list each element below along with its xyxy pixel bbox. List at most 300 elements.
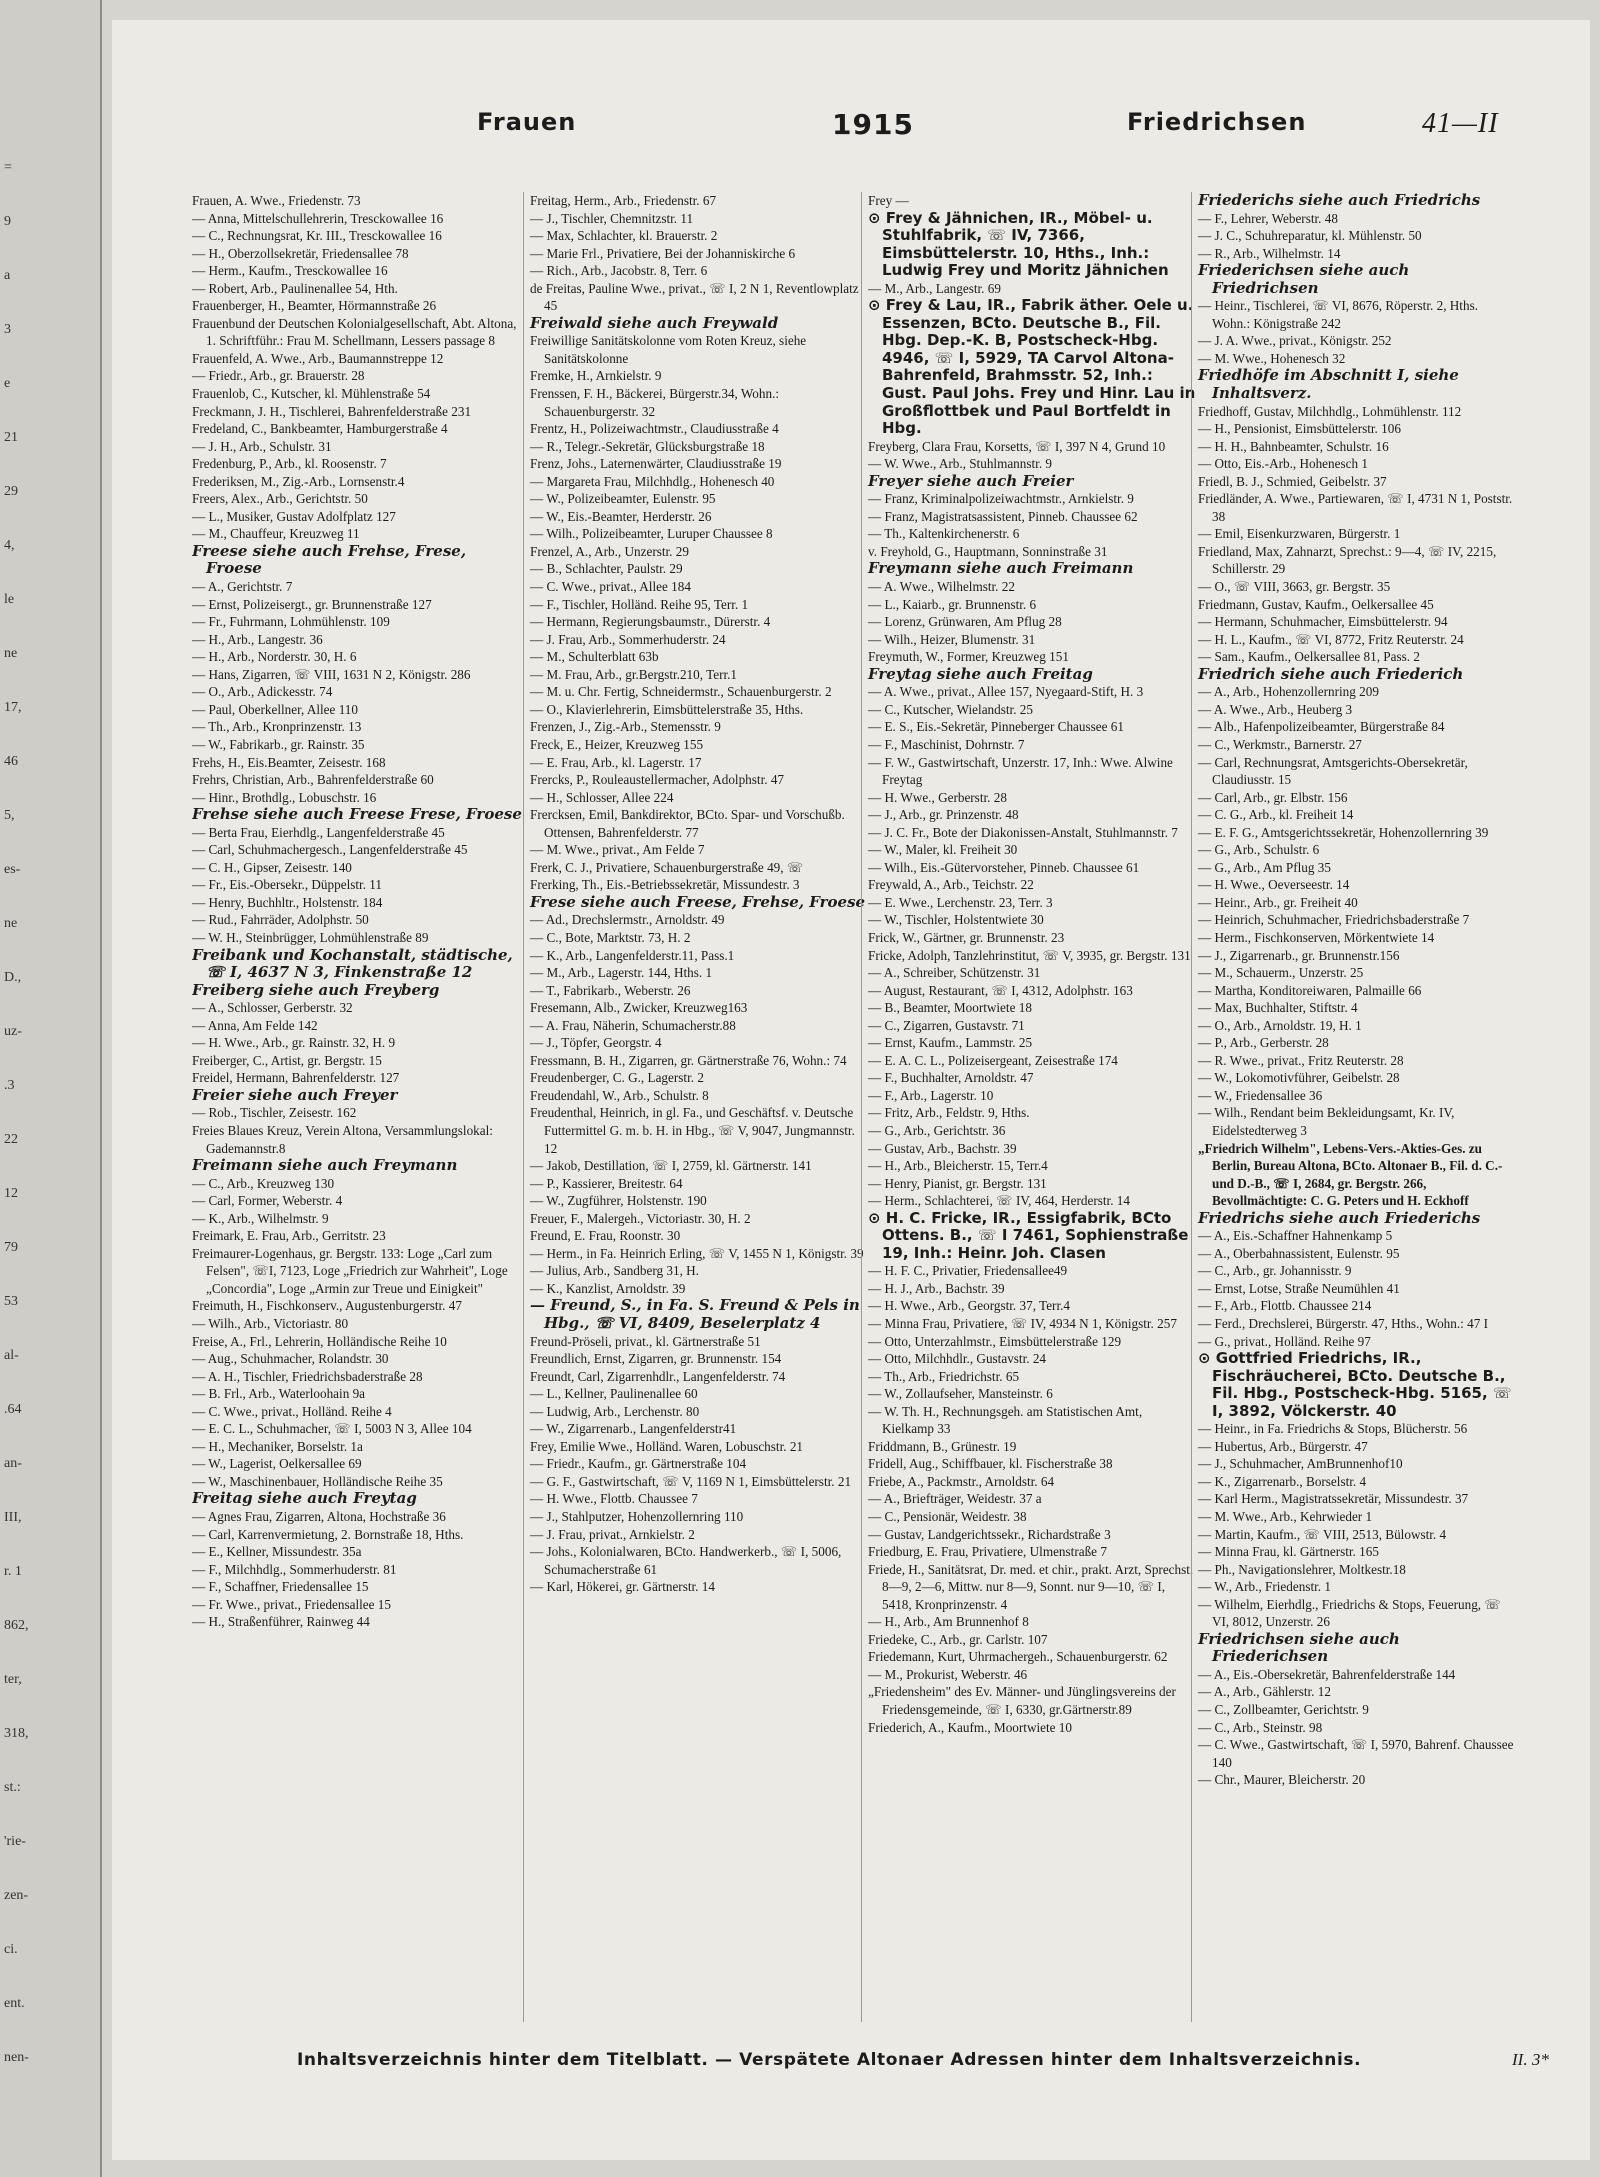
directory-entry: Freudendahl, W., Arb., Schulstr. 8 bbox=[530, 1087, 709, 1103]
directory-entry: — C., Zollbeamter, Gerichtstr. 9 bbox=[1198, 1702, 1369, 1718]
directory-entry: Fressmann, B. H., Zigarren, gr. Gärtnerstraße 76, Wohn.: 74 bbox=[530, 1052, 847, 1068]
directory-entry: — Freund, S., in Fa. S. Freund & Pels in Hbg., ☏ VI, 8409, Beselerplatz 4 bbox=[530, 1296, 860, 1332]
directory-entry: — Hermann, Schuhmacher, Eimsbüttelerstr. 94 bbox=[1198, 614, 1448, 630]
directory-entry: Friedhöfe im Abschnitt I, siehe Inhaltsverz. bbox=[1198, 366, 1459, 403]
directory-entry: — Rud., Fahrräder, Adolphstr. 50 bbox=[192, 912, 369, 928]
directory-entry: — W., Maler, kl. Freiheit 30 bbox=[868, 842, 1018, 858]
directory-entry: — Rich., Arb., Jacobstr. 8, Terr. 6 bbox=[530, 263, 708, 279]
directory-entry: — A., Eis.-Schaffner Hahnenkamp 5 bbox=[1198, 1228, 1393, 1244]
directory-entry: — H., Oberzollsekretär, Friedensallee 78 bbox=[192, 245, 409, 261]
directory-entry: — W., Zollaufseher, Mansteinstr. 6 bbox=[868, 1386, 1053, 1402]
directory-entry: — A. Wwe., Wilhelmstr. 22 bbox=[868, 579, 1015, 595]
directory-entry: — Lorenz, Grünwaren, Am Pflug 28 bbox=[868, 614, 1062, 630]
directory-entry: — Anna, Am Felde 142 bbox=[192, 1017, 318, 1033]
directory-entry: — M., Chauffeur, Kreuzweg 11 bbox=[192, 526, 360, 542]
previous-page-fragment: 46 bbox=[4, 754, 18, 769]
previous-page-fragment: = bbox=[4, 160, 12, 175]
directory-entry: Frauenberger, H., Beamter, Hörmannstraße 26 bbox=[192, 298, 437, 314]
previous-page-fragment: 318, bbox=[4, 1726, 29, 1741]
directory-entry: — H. Wwe., Oeverseestr. 14 bbox=[1198, 877, 1350, 893]
directory-entry: — A., Oberbahnassistent, Eulenstr. 95 bbox=[1198, 1245, 1400, 1261]
directory-entry: Freidel, Hermann, Bahrenfelderstr. 127 bbox=[192, 1070, 400, 1086]
previous-page-fragment: ent. bbox=[4, 1996, 25, 2011]
directory-entry: — O., Klavierlehrerin, Eimsbüttelerstraße 35, Hths. bbox=[530, 701, 804, 717]
directory-entry: — Anna, Mittelschullehrerin, Tresckowallee 16 bbox=[192, 210, 444, 226]
directory-entry: — E., Kellner, Missundestr. 35a bbox=[192, 1544, 362, 1560]
previous-page-edge bbox=[0, 0, 102, 2177]
directory-entry: — C., Rechnungsrat, Kr. III., Tresckowallee 16 bbox=[192, 228, 442, 244]
previous-page-fragment: III, bbox=[4, 1510, 22, 1525]
directory-entry: — A. Frau, Näherin, Schumacherstr.88 bbox=[530, 1017, 736, 1033]
header-right-keyword: Friedrichsen bbox=[1127, 108, 1307, 136]
directory-entry: — W., Zigarrenarb., Langenfelderstr41 bbox=[530, 1421, 737, 1437]
directory-entry: — O., Arb., Adickesstr. 74 bbox=[192, 684, 333, 700]
directory-entry: — Heinr., in Fa. Friedrichs & Stops, Blücherstr. 56 bbox=[1198, 1421, 1468, 1437]
directory-entry: — Emil, Eisenkurzwaren, Bürgerstr. 1 bbox=[1198, 526, 1401, 542]
directory-entry: — Paul, Oberkellner, Allee 110 bbox=[192, 701, 358, 717]
directory-entry: Frauen, A. Wwe., Friedenstr. 73 bbox=[192, 193, 361, 208]
directory-entry: — R. Wwe., privat., Fritz Reuterstr. 28 bbox=[1198, 1052, 1404, 1068]
directory-entry: — August, Restaurant, ☏ I, 4312, Adolphstr. 163 bbox=[868, 982, 1133, 998]
directory-entry: Freier siehe auch Freyer bbox=[192, 1085, 398, 1104]
directory-entry: — W., Fabrikarb., gr. Rainstr. 35 bbox=[192, 736, 365, 752]
previous-page-fragment: e bbox=[4, 376, 11, 391]
directory-entry: de Freitas, Pauline Wwe., privat., ☏ I, 2 N 1, Reventlowplatz 45 bbox=[530, 280, 859, 314]
directory-entry: — A., Arb., Gählerstr. 12 bbox=[1198, 1684, 1331, 1700]
previous-page-fragment: 79 bbox=[4, 1240, 18, 1255]
directory-entry: Freywald, A., Arb., Teichstr. 22 bbox=[868, 877, 1034, 893]
directory-entry: — B., Schlachter, Paulstr. 29 bbox=[530, 561, 683, 577]
previous-page-fragment: 21 bbox=[4, 430, 18, 445]
directory-entry: Frehrs, Christian, Arb., Bahrenfelderstraße 60 bbox=[192, 772, 434, 788]
directory-entry: — G., Arb., Gerichtstr. 36 bbox=[868, 1122, 1006, 1138]
directory-entry: Frauenbund der Deutschen Kolonialgesellschaft, Abt. Altona, 1. Schriftführ.: Frau M. Schellmann, Lessers passage 8 bbox=[192, 315, 517, 349]
directory-entry: — J. C. Fr., Bote der Diakonissen-Anstalt, Stuhlmannstr. 7 bbox=[868, 824, 1178, 840]
directory-entry: — H., Schlosser, Allee 224 bbox=[530, 789, 674, 805]
directory-entry: — H. F. C., Privatier, Friedensallee49 bbox=[868, 1263, 1068, 1279]
directory-entry: Freimaurer-Logenhaus, gr. Bergstr. 133: Loge „Carl zum Felsen", ☏I, 7123, Loge „Friedrich zur Wahrheit", Loge „Concordia", Loge „Armin zur Treue und Einigkeit" bbox=[192, 1245, 508, 1296]
directory-entry: Friedrichs siehe auch Friederichs bbox=[1198, 1208, 1481, 1227]
directory-entry: — Th., Arb., Kronprinzenstr. 13 bbox=[192, 719, 362, 735]
directory-entry: Friebe, A., Packmstr., Arnoldstr. 64 bbox=[868, 1473, 1055, 1489]
directory-entry: — C. Wwe., privat., Holländ. Reihe 4 bbox=[192, 1403, 392, 1419]
directory-entry: — Henry, Buchhltr., Holstenstr. 184 bbox=[192, 894, 383, 910]
directory-entry: — Ernst, Polizeisergt., gr. Brunnenstraße 127 bbox=[192, 596, 432, 612]
directory-entry: — C., Arb., Steinstr. 98 bbox=[1198, 1719, 1323, 1735]
directory-entry: — Sam., Kaufm., Oelkersallee 81, Pass. 2 bbox=[1198, 649, 1420, 665]
directory-entry: — Fr., Eis.-Obersekr., Düppelstr. 11 bbox=[192, 877, 382, 893]
directory-entry: — C., Werkmstr., Barnerstr. 27 bbox=[1198, 736, 1362, 752]
directory-entry: — A., Arb., Hohenzollernring 209 bbox=[1198, 684, 1379, 700]
directory-entry: — J. A. Wwe., privat., Königstr. 252 bbox=[1198, 333, 1392, 349]
directory-entry: — J. Frau, privat., Arnkielstr. 2 bbox=[530, 1526, 695, 1542]
directory-entry: — C., Arb., gr. Johannisstr. 9 bbox=[1198, 1263, 1352, 1279]
directory-entry: — Martha, Konditoreiwaren, Palmaille 66 bbox=[1198, 982, 1422, 998]
directory-entry: — J. C., Schuhreparatur, kl. Mühlenstr. 50 bbox=[1198, 228, 1422, 244]
directory-entry: — W., Friedensallee 36 bbox=[1198, 1087, 1323, 1103]
directory-entry: ⊙ Frey & Lau, IR., Fabrik äther. Oele u. Essenzen, BCto. Deutsche B., Fil. Hbg. Dep.-K. B, Postscheck-Hbg. 4946, ☏ I, 5929, TA Carvol Altona-Bahrenfeld, Brahmsstr. 52, Inh.: Gust. Paul Johs. Frey und Hinr. Lau in Großflottbek und Paul Bortfeldt in Hbg. bbox=[868, 296, 1196, 438]
directory-entry: Freytag siehe auch Freitag bbox=[868, 664, 1093, 683]
directory-entry: — G., privat., Holländ. Reihe 97 bbox=[1198, 1333, 1371, 1349]
directory-entry: — L., Kellner, Paulinenallee 60 bbox=[530, 1386, 698, 1402]
directory-entry: Freers, Alex., Arb., Gerichtstr. 50 bbox=[192, 491, 368, 507]
directory-entry: — W. H., Steinbrügger, Lohmühlenstraße 89 bbox=[192, 929, 429, 945]
directory-entry: — E. S., Eis.-Sekretär, Pinneberger Chaussee 61 bbox=[868, 719, 1124, 735]
directory-entry: Frenzel, A., Arb., Unzerstr. 29 bbox=[530, 543, 689, 559]
directory-entry: — A., Schreiber, Schützenstr. 31 bbox=[868, 965, 1041, 981]
directory-entry: — Robert, Arb., Paulinenallee 54, Hth. bbox=[192, 280, 398, 296]
directory-entry: Frenzen, J., Zig.-Arb., Stemensstr. 9 bbox=[530, 719, 721, 735]
directory-entry: Frentz, H., Polizeiwachtmstr., Claudiusstraße 4 bbox=[530, 421, 779, 437]
previous-page-fragment: 53 bbox=[4, 1294, 18, 1309]
directory-entry: — Ph., Navigationslehrer, Moltkestr.18 bbox=[1198, 1561, 1406, 1577]
directory-entry: — Chr., Maurer, Bleicherstr. 20 bbox=[1198, 1772, 1366, 1788]
directory-entry: — C. Wwe., privat., Allee 184 bbox=[530, 579, 691, 595]
directory-entry: Friedburg, E. Frau, Privatiere, Ulmenstraße 7 bbox=[868, 1544, 1107, 1560]
directory-entry: — Wilhelm, Eierhdlg., Friedrichs & Stops, Feuerung, ☏ VI, 8012, Unzerstr. 26 bbox=[1198, 1596, 1501, 1630]
column-4 bbox=[1191, 192, 1518, 2022]
directory-entry: — P., Arb., Gerberstr. 28 bbox=[1198, 1035, 1329, 1051]
directory-entry: Freimann siehe auch Freymann bbox=[192, 1156, 458, 1175]
directory-entry: Frenz, Johs., Laternenwärter, Claudiusstraße 19 bbox=[530, 456, 782, 472]
previous-page-fragment: r. 1 bbox=[4, 1564, 22, 1579]
directory-entry: — L., Musiker, Gustav Adolfplatz 127 bbox=[192, 508, 396, 524]
directory-entry: Frauenlob, C., Kutscher, kl. Mühlenstraße 54 bbox=[192, 386, 431, 402]
directory-entry: — F., Schaffner, Friedensallee 15 bbox=[192, 1579, 369, 1595]
directory-entry: Freibank und Kochanstalt, städtische, ☏ I, 4637 N 3, Finkenstraße 12 bbox=[192, 945, 513, 982]
directory-entry: — M. Frau, Arb., gr.Bergstr.210, Terr.1 bbox=[530, 666, 738, 682]
previous-page-fragment: zen- bbox=[4, 1888, 29, 1903]
previous-page-fragment: 862, bbox=[4, 1618, 29, 1633]
directory-entry: Fremke, H., Arnkielstr. 9 bbox=[530, 368, 662, 384]
directory-entry: Frerk, C. J., Privatiere, Schauenburgerstraße 49, ☏ bbox=[530, 859, 804, 875]
directory-entry: „Friedrich Wilhelm", Lebens-Vers.-Akties-Ges. zu Berlin, Bureau Altona, BCto. Altonaer B., Fil. d. C.- und D.-B., ☏ I, 2684, gr. Bergstr. 266, Bevollmächtigte: C. G. Peters und H. Eckhoff bbox=[1198, 1140, 1503, 1209]
directory-entry: — J. Frau, Arb., Sommerhuderstr. 24 bbox=[530, 631, 726, 647]
directory-entry: — Hubertus, Arb., Bürgerstr. 47 bbox=[1198, 1438, 1368, 1454]
directory-entry: — P., Kassierer, Breitestr. 64 bbox=[530, 1175, 683, 1191]
directory-entry: — Wilh., Heizer, Blumenstr. 31 bbox=[868, 631, 1036, 647]
directory-entry: Freyberg, Clara Frau, Korsetts, ☏ I, 397 N 4, Grund 10 bbox=[868, 438, 1166, 454]
page-header bbox=[112, 108, 1590, 148]
directory-entry: — Herm., Fischkonserven, Mörkentwiete 14 bbox=[1198, 929, 1435, 945]
directory-entry: — J., Stahlputzer, Hohenzollernring 110 bbox=[530, 1509, 744, 1525]
directory-entry: — Wilh., Arb., Victoriastr. 80 bbox=[192, 1316, 349, 1331]
previous-page-fragment: D., bbox=[4, 970, 22, 985]
directory-entry: — W., Polizeibeamter, Eulenstr. 95 bbox=[530, 491, 716, 507]
directory-entry: — O., ☏ VIII, 3663, gr. Bergstr. 35 bbox=[1198, 579, 1391, 595]
directory-entry: Fresemann, Alb., Zwicker, Kreuzweg163 bbox=[530, 1000, 748, 1016]
directory-entry: — W., Tischler, Holstentwiete 30 bbox=[868, 912, 1044, 928]
directory-entry: Fredeland, C., Bankbeamter, Hamburgerstraße 4 bbox=[192, 421, 448, 437]
header-page-number: 41—II bbox=[1422, 108, 1499, 139]
directory-entry: — F., Milchhdlg., Sommerhuderstr. 81 bbox=[192, 1561, 397, 1577]
directory-entry: — H. Wwe., Arb., gr. Rainstr. 32, H. 9 bbox=[192, 1035, 396, 1051]
directory-entry: — Fr. Wwe., privat., Friedensallee 15 bbox=[192, 1596, 391, 1612]
directory-entry: — H. Wwe., Flottb. Chaussee 7 bbox=[530, 1491, 698, 1507]
directory-entry: — H., Straßenführer, Rainweg 44 bbox=[192, 1614, 370, 1630]
directory-entry: Freymuth, W., Former, Kreuzweg 151 bbox=[868, 649, 1069, 665]
directory-entry: — Aug., Schuhmacher, Rolandstr. 30 bbox=[192, 1351, 389, 1367]
directory-entry: Freck, E., Heizer, Kreuzweg 155 bbox=[530, 736, 704, 752]
directory-entry: — H. H., Bahnbeamter, Schulstr. 16 bbox=[1198, 438, 1389, 454]
directory-entry: — Fr., Fuhrmann, Lohmühlenstr. 109 bbox=[192, 614, 390, 630]
directory-entry: — C., Arb., Kreuzweg 130 bbox=[192, 1175, 335, 1191]
header-year: 1915 bbox=[832, 108, 914, 141]
directory-entry: — H. J., Arb., Bachstr. 39 bbox=[868, 1280, 1005, 1296]
directory-entry: Frehs, H., Eis.Beamter, Zeisestr. 168 bbox=[192, 754, 386, 770]
directory-entry: v. Freyhold, G., Hauptmann, Sonninstraße 31 bbox=[868, 543, 1108, 559]
directory-entry: — Carl, Schuhmachergesch., Langenfelderstraße 45 bbox=[192, 842, 468, 858]
directory-entry: — G. F., Gastwirtschaft, ☏ V, 1169 N 1, Eimsbüttelerstr. 21 bbox=[530, 1473, 852, 1489]
directory-entry: — Gustav, Arb., Bachstr. 39 bbox=[868, 1140, 1017, 1156]
directory-entry: Friedl, B. J., Schmied, Geibelstr. 37 bbox=[1198, 473, 1387, 489]
previous-page-fragment: 4, bbox=[4, 538, 15, 553]
directory-entry: Freies Blaues Kreuz, Verein Altona, Versammlungslokal: Gademannstr.8 bbox=[192, 1122, 493, 1156]
directory-entry: — Ludwig, Arb., Lerchenstr. 80 bbox=[530, 1403, 700, 1419]
previous-page-fragment: 9 bbox=[4, 214, 11, 229]
directory-entry: — E. F. G., Amtsgerichtssekretär, Hohenzollernring 39 bbox=[1198, 824, 1489, 840]
directory-entry: Friedhoff, Gustav, Milchhdlg., Lohmühlenstr. 112 bbox=[1198, 403, 1462, 419]
column-3 bbox=[861, 192, 1196, 2022]
directory-entry: — W., Lagerist, Oelkersallee 69 bbox=[192, 1456, 362, 1472]
directory-entry: Freimark, E. Frau, Arb., Gerritstr. 23 bbox=[192, 1228, 386, 1244]
directory-entry: — H., Arb., Am Brunnenhof 8 bbox=[868, 1614, 1029, 1630]
directory-entry: Frehse siehe auch Freese Frese, Froese bbox=[192, 805, 522, 824]
directory-entry: — Otto, Eis.-Arb., Hohenesch 1 bbox=[1198, 456, 1368, 472]
directory-entry: Freundlich, Ernst, Zigarren, gr. Brunnenstr. 154 bbox=[530, 1351, 782, 1367]
directory-entry: Friederichs siehe auch Friedrichs bbox=[1198, 192, 1481, 209]
directory-entry: — C., Kutscher, Wielandstr. 25 bbox=[868, 701, 1033, 717]
directory-entry: — W. Th. H., Rechnungsgeh. am Statistischen Amt, Kielkamp 33 bbox=[868, 1403, 1143, 1437]
previous-page-fragment: 3 bbox=[4, 322, 11, 337]
directory-entry: Friedrichsen siehe auch Friederichsen bbox=[1198, 1629, 1400, 1666]
directory-entry: — H., Pensionist, Eimsbüttelerstr. 106 bbox=[1198, 421, 1401, 437]
directory-entry: Freiberg siehe auch Freyberg bbox=[192, 980, 440, 999]
directory-entry: Freuer, F., Malergeh., Victoriastr. 30, H. 2 bbox=[530, 1210, 751, 1226]
directory-entry: — F., Arb., Flottb. Chaussee 214 bbox=[1198, 1298, 1372, 1314]
directory-entry: — Hermann, Regierungsbaumstr., Dürerstr. 4 bbox=[530, 614, 771, 630]
previous-page-fragment: 29 bbox=[4, 484, 18, 499]
directory-entry: — H. Wwe., Gerberstr. 28 bbox=[868, 789, 1007, 805]
directory-entry: Freymann siehe auch Freimann bbox=[868, 559, 1134, 578]
directory-entry: — J., Tischler, Chemnitzstr. 11 bbox=[530, 210, 694, 226]
column-2 bbox=[523, 192, 870, 2022]
directory-entry: — Wilh., Eis.-Gütervorsteher, Pinneb. Chaussee 61 bbox=[868, 859, 1140, 875]
directory-entry: — Margareta Frau, Milchhdlg., Hohenesch 40 bbox=[530, 473, 775, 489]
directory-entry: — R., Telegr.-Sekretär, Glücksburgstraße 18 bbox=[530, 438, 765, 454]
previous-page-fragment: a bbox=[4, 268, 11, 283]
directory-entry: — M., Prokurist, Weberstr. 46 bbox=[868, 1666, 1028, 1682]
directory-entry: — Herm., Kaufm., Tresckowallee 16 bbox=[192, 263, 388, 279]
directory-entry: Friedland, Max, Zahnarzt, Sprechst.: 9—4, ☏ IV, 2215, Schillerstr. 29 bbox=[1198, 543, 1497, 577]
directory-entry: — Otto, Unterzahlmstr., Eimsbüttelerstraße 129 bbox=[868, 1333, 1122, 1349]
directory-entry: Frenssen, F. H., Bäckerei, Bürgerstr.34, Wohn.: Schauenburgerstr. 32 bbox=[530, 386, 780, 419]
previous-page-fragment: 17, bbox=[4, 700, 22, 715]
directory-entry: — C. Wwe., Gastwirtschaft, ☏ I, 5970, Bahrenf. Chaussee 140 bbox=[1198, 1737, 1514, 1770]
directory-entry: Freiberger, C., Artist, gr. Bergstr. 15 bbox=[192, 1052, 382, 1068]
directory-entry: — Marie Frl., Privatiere, Bei der Johanniskirche 6 bbox=[530, 245, 796, 261]
directory-entry: Friedeke, C., Arb., gr. Carlstr. 107 bbox=[868, 1631, 1048, 1647]
directory-entry: Frey — bbox=[868, 193, 909, 208]
directory-entry: — Berta Frau, Eierhdlg., Langenfelderstraße 45 bbox=[192, 824, 445, 840]
directory-entry: — J., Schuhmacher, AmBrunnenhof10 bbox=[1198, 1456, 1403, 1472]
page-footer bbox=[112, 2050, 1590, 2080]
previous-page-fragment: ci. bbox=[4, 1942, 18, 1957]
directory-entry: — Carl, Rechnungsrat, Amtsgerichts-Obersekretär, Claudiusstr. 15 bbox=[1198, 754, 1468, 788]
directory-entry: Freitag, Herm., Arb., Friedenstr. 67 bbox=[530, 193, 717, 208]
directory-entry: — K., Arb., Langenfelderstr.11, Pass.1 bbox=[530, 947, 735, 963]
directory-entry: Fridell, Aug., Schiffbauer, kl. Fischerstraße 38 bbox=[868, 1456, 1113, 1472]
directory-entry: Freitag siehe auch Freytag bbox=[192, 1489, 417, 1508]
directory-entry: — Alb., Hafenpolizeibeamter, Bürgerstraße 84 bbox=[1198, 719, 1445, 735]
directory-entry: — Minna Frau, kl. Gärtnerstr. 165 bbox=[1198, 1544, 1379, 1560]
directory-entry: — Otto, Milchhdlr., Gustavstr. 24 bbox=[868, 1351, 1047, 1367]
previous-page-fragment: le bbox=[4, 592, 15, 607]
directory-entry: — J. H., Arb., Schulstr. 31 bbox=[192, 438, 332, 454]
previous-page-fragment: 12 bbox=[4, 1186, 18, 1201]
directory-entry: — K., Arb., Wilhelmstr. 9 bbox=[192, 1210, 329, 1226]
directory-entry: — H., Arb., Norderstr. 30, H. 6 bbox=[192, 649, 357, 665]
directory-entry: ⊙ Frey & Jähnichen, IR., Möbel- u. Stuhlfabrik, ☏ IV, 7366, Eimsbüttelerstr. 10, Hths., Inh.: Ludwig Frey und Moritz Jähnichen bbox=[868, 208, 1169, 280]
previous-page-fragment: uz- bbox=[4, 1024, 22, 1039]
directory-entry: — H., Arb., Bleicherstr. 15, Terr.4 bbox=[868, 1158, 1048, 1174]
directory-entry: Freundt, Carl, Zigarrenhdlr., Langenfelderstr. 74 bbox=[530, 1368, 786, 1384]
directory-entry: — M. Wwe., Hohenesch 32 bbox=[1198, 350, 1346, 366]
directory-entry: — Rob., Tischler, Zeisestr. 162 bbox=[192, 1105, 357, 1121]
directory-entry: — C., Zigarren, Gustavstr. 71 bbox=[868, 1017, 1025, 1033]
directory-entry: — G., Arb., Am Pflug 35 bbox=[1198, 859, 1331, 875]
directory-entry: Freese siehe auch Frehse, Frese, Froese bbox=[192, 541, 467, 578]
directory-entry: — H., Mechaniker, Borselstr. 1a bbox=[192, 1438, 363, 1454]
directory-entry: Freund-Pröseli, privat., kl. Gärtnerstraße 51 bbox=[530, 1333, 761, 1349]
column-1 bbox=[192, 192, 527, 2022]
directory-entry: — E. Wwe., Lerchenstr. 23, Terr. 3 bbox=[868, 894, 1053, 910]
directory-entry: — M. Wwe., privat., Am Felde 7 bbox=[530, 842, 705, 858]
directory-entry: Frick, W., Gärtner, gr. Brunnenstr. 23 bbox=[868, 929, 1065, 945]
previous-page-fragment: ne bbox=[4, 916, 18, 931]
directory-entry: — Karl, Hökerei, gr. Gärtnerstr. 14 bbox=[530, 1579, 715, 1595]
directory-entry: Freise, A., Frl., Lehrerin, Holländische Reihe 10 bbox=[192, 1333, 447, 1349]
directory-entry: Frese siehe auch Freese, Frehse, Froese bbox=[530, 892, 866, 911]
directory-entry: — Carl, Arb., gr. Elbstr. 156 bbox=[1198, 789, 1348, 805]
directory-entry: — Ernst, Kaufm., Lammstr. 25 bbox=[868, 1035, 1033, 1051]
footer-note: Inhaltsverzeichnis hinter dem Titelblatt. — Verspätete Altonaer Adressen hinter dem Inhaltsverzeichnis. bbox=[297, 2050, 1362, 2070]
directory-entry: — E. A. C. L., Polizeisergeant, Zeisestraße 174 bbox=[868, 1052, 1118, 1068]
directory-entry: Frercks, P., Rouleaustellermacher, Adolphstr. 47 bbox=[530, 772, 785, 788]
previous-page-fragment: an- bbox=[4, 1456, 22, 1471]
directory-entry: — Franz, Kriminalpolizeiwachtmstr., Arnkielstr. 9 bbox=[868, 491, 1134, 507]
directory-entry: — Hans, Zigarren, ☏ VIII, 1631 N 2, Königstr. 286 bbox=[192, 666, 471, 682]
directory-entry: Frey, Emilie Wwe., Holländ. Waren, Lobuschstr. 21 bbox=[530, 1438, 804, 1454]
directory-entry: Freiwald siehe auch Freywald bbox=[530, 313, 779, 332]
directory-entry: — W., Arb., Friedenstr. 1 bbox=[1198, 1579, 1331, 1595]
directory-entry: — R., Arb., Wilhelmstr. 14 bbox=[1198, 245, 1341, 261]
directory-entry: Friedmann, Gustav, Kaufm., Oelkersallee 45 bbox=[1198, 596, 1434, 612]
directory-entry: — A., Eis.-Obersekretär, Bahrenfelderstraße 144 bbox=[1198, 1666, 1456, 1682]
directory-entry: — C., Bote, Marktstr. 73, H. 2 bbox=[530, 929, 691, 945]
directory-entry: „Friedensheim" des Ev. Männer- und Jünglingsvereins der Friedensgemeinde, ☏ I, 6330, gr.Gärtnerstr.89 bbox=[868, 1684, 1176, 1718]
directory-entry: — M., Arb., Lagerstr. 144, Hths. 1 bbox=[530, 965, 713, 981]
directory-entry: — A. H., Tischler, Friedrichsbaderstraße 28 bbox=[192, 1368, 423, 1384]
directory-entry: — Max, Schlachter, kl. Brauerstr. 2 bbox=[530, 228, 718, 244]
directory-entry: — F., Tischler, Holländ. Reihe 95, Terr. 1 bbox=[530, 596, 749, 612]
directory-entry: Friede, H., Sanitätsrat, Dr. med. et chir., prakt. Arzt, Sprechst. 8—9, 2—6, Mittw. nur 8—9, Sonnt. nur 9—10, ☏ I, 5418, Kronprinzenstr. 4 bbox=[868, 1561, 1194, 1612]
directory-entry: Freudenthal, Heinrich, in gl. Fa., und Geschäftsf. v. Deutsche Futtermittel G. m. b. H. in Hbg., ☏ V, 9047, Jungmannstr. 12 bbox=[530, 1105, 855, 1156]
directory-entry: Freiwillige Sanitätskolonne vom Roten Kreuz, siehe Sanitätskolonne bbox=[530, 333, 807, 366]
directory-entry: — Julius, Arb., Sandberg 31, H. bbox=[530, 1263, 699, 1279]
directory-entry: — T., Fabrikarb., Weberstr. 26 bbox=[530, 982, 691, 998]
directory-entry: — C. G., Arb., kl. Freiheit 14 bbox=[1198, 807, 1354, 823]
directory-entry: Freyer siehe auch Freier bbox=[868, 471, 1074, 490]
header-left-keyword: Frauen bbox=[477, 108, 577, 136]
directory-entry: — Agnes Frau, Zigarren, Altona, Hochstraße 36 bbox=[192, 1509, 446, 1525]
directory-entry: — Heinr., Arb., gr. Freiheit 40 bbox=[1198, 894, 1358, 910]
directory-entry: — Carl, Karrenvermietung, 2. Bornstraße 18, Hths. bbox=[192, 1526, 464, 1542]
directory-entry: — A., Schlosser, Gerberstr. 32 bbox=[192, 1000, 353, 1016]
directory-entry: Frederiksen, M., Zig.-Arb., Lornsenstr.4 bbox=[192, 473, 405, 489]
previous-page-fragment: 22 bbox=[4, 1132, 18, 1147]
directory-entry: — Heinr., Tischlerei, ☏ VI, 8676, Röperstr. 2, Hths. Wohn.: Königstraße 242 bbox=[1198, 298, 1478, 331]
directory-entry: — E. C. L., Schuhmacher, ☏ I, 5003 N 3, Allee 104 bbox=[192, 1421, 472, 1437]
directory-entry: — Friedr., Arb., gr. Brauerstr. 28 bbox=[192, 368, 365, 384]
directory-entry: Friedrich siehe auch Friederich bbox=[1198, 664, 1464, 683]
directory-entry: Friedländer, A. Wwe., Partiewaren, ☏ I, 4731 N 1, Poststr. 38 bbox=[1198, 491, 1513, 524]
directory-entry: — G., Arb., Schulstr. 6 bbox=[1198, 842, 1320, 858]
directory-entry: — M. u. Chr. Fertig, Schneidermstr., Schauenburgerstr. 2 bbox=[530, 684, 832, 700]
directory-entry: — Friedr., Kaufm., gr. Gärtnerstraße 104 bbox=[530, 1456, 747, 1472]
directory-entry: ⊙ H. C. Fricke, IR., Essigfabrik, BCto Ottens. B., ☏ I 7461, Sophienstraße 19, Inh.: Heinr. Joh. Clasen bbox=[868, 1208, 1189, 1262]
directory-entry: — Fritz, Arb., Feldstr. 9, Hths. bbox=[868, 1105, 1030, 1121]
directory-entry: — M., Arb., Langestr. 69 bbox=[868, 280, 1001, 296]
directory-entry: — Hinr., Brothdlg., Lobuschstr. 16 bbox=[192, 789, 377, 805]
directory-entry: — H., Arb., Langestr. 36 bbox=[192, 631, 323, 647]
previous-page-fragment: .64 bbox=[4, 1402, 22, 1417]
directory-entry: — B., Beamter, Moortwiete 18 bbox=[868, 1000, 1032, 1016]
directory-entry: — K., Zigarrenarb., Borselstr. 4 bbox=[1198, 1473, 1367, 1489]
directory-entry: — Max, Buchhalter, Stiftstr. 4 bbox=[1198, 1000, 1358, 1016]
directory-entry: — M., Schulterblatt 63b bbox=[530, 649, 659, 665]
directory-entry: Friddmann, B., Grünestr. 19 bbox=[868, 1438, 1017, 1454]
directory-entry: — Karl Herm., Magistratssekretär, Missundestr. 37 bbox=[1198, 1491, 1469, 1507]
directory-entry: — Ad., Drechslermstr., Arnoldstr. 49 bbox=[530, 912, 725, 928]
previous-page-fragment: 5, bbox=[4, 808, 15, 823]
directory-entry: — H. Wwe., Arb., Georgstr. 37, Terr.4 bbox=[868, 1298, 1070, 1314]
directory-entry: — H. L., Kaufm., ☏ VI, 8772, Fritz Reuterstr. 24 bbox=[1198, 631, 1464, 647]
footer-page-number: II. 3* bbox=[1512, 2050, 1549, 2069]
directory-entry: Freund, E. Frau, Roonstr. 30 bbox=[530, 1228, 681, 1244]
directory-entry: — Franz, Magistratsassistent, Pinneb. Chaussee 62 bbox=[868, 508, 1138, 524]
directory-entry: ⊙ Gottfried Friedrichs, IR., Fischräucherei, BCto. Deutsche B., Fil. Hbg., Postscheck-Hbg. 5165, ☏ I, 3892, Völckerstr. 40 bbox=[1198, 1349, 1512, 1420]
directory-entry: — Th., Arb., Friedrichstr. 65 bbox=[868, 1368, 1020, 1384]
directory-entry: — B. Frl., Arb., Waterloohain 9a bbox=[192, 1386, 366, 1402]
directory-entry: — J., Töpfer, Georgstr. 4 bbox=[530, 1035, 662, 1051]
directory-entry: Frercksen, Emil, Bankdirektor, BCto. Spar- und Vorschußb. Ottensen, Bahrenfelderstr. 77 bbox=[530, 807, 845, 840]
directory-entry: Freckmann, J. H., Tischlerei, Bahrenfelderstraße 231 bbox=[192, 403, 472, 419]
directory-entry: — J., Arb., gr. Prinzenstr. 48 bbox=[868, 807, 1019, 823]
directory-entry: Friederich, A., Kaufm., Moortwiete 10 bbox=[868, 1719, 1072, 1735]
previous-page-fragment: st.: bbox=[4, 1780, 21, 1795]
directory-entry: — M. Wwe., Arb., Kehrwieder 1 bbox=[1198, 1509, 1373, 1525]
directory-entry: — Heinrich, Schuhmacher, Friedrichsbaderstraße 7 bbox=[1198, 912, 1470, 928]
directory-entry: — Jakob, Destillation, ☏ I, 2759, kl. Gärtnerstr. 141 bbox=[530, 1158, 812, 1174]
directory-entry: Frerking, Th., Eis.-Betriebssekretär, Missundestr. 3 bbox=[530, 877, 800, 893]
directory-entry: — Herm., Schlachterei, ☏ IV, 464, Herderstr. 14 bbox=[868, 1193, 1130, 1209]
directory-entry: — A. Wwe., privat., Allee 157, Nyegaard-Stift, H. 3 bbox=[868, 684, 1144, 700]
directory-entry: — O., Arb., Arnoldstr. 19, H. 1 bbox=[1198, 1017, 1362, 1033]
directory-entry: Friederichsen siehe auch Friedrichsen bbox=[1198, 261, 1410, 297]
directory-entry: — Ferd., Drechslerei, Bürgerstr. 47, Hths., Wohn.: 47 I bbox=[1198, 1316, 1489, 1331]
previous-page-fragment: es- bbox=[4, 862, 21, 877]
